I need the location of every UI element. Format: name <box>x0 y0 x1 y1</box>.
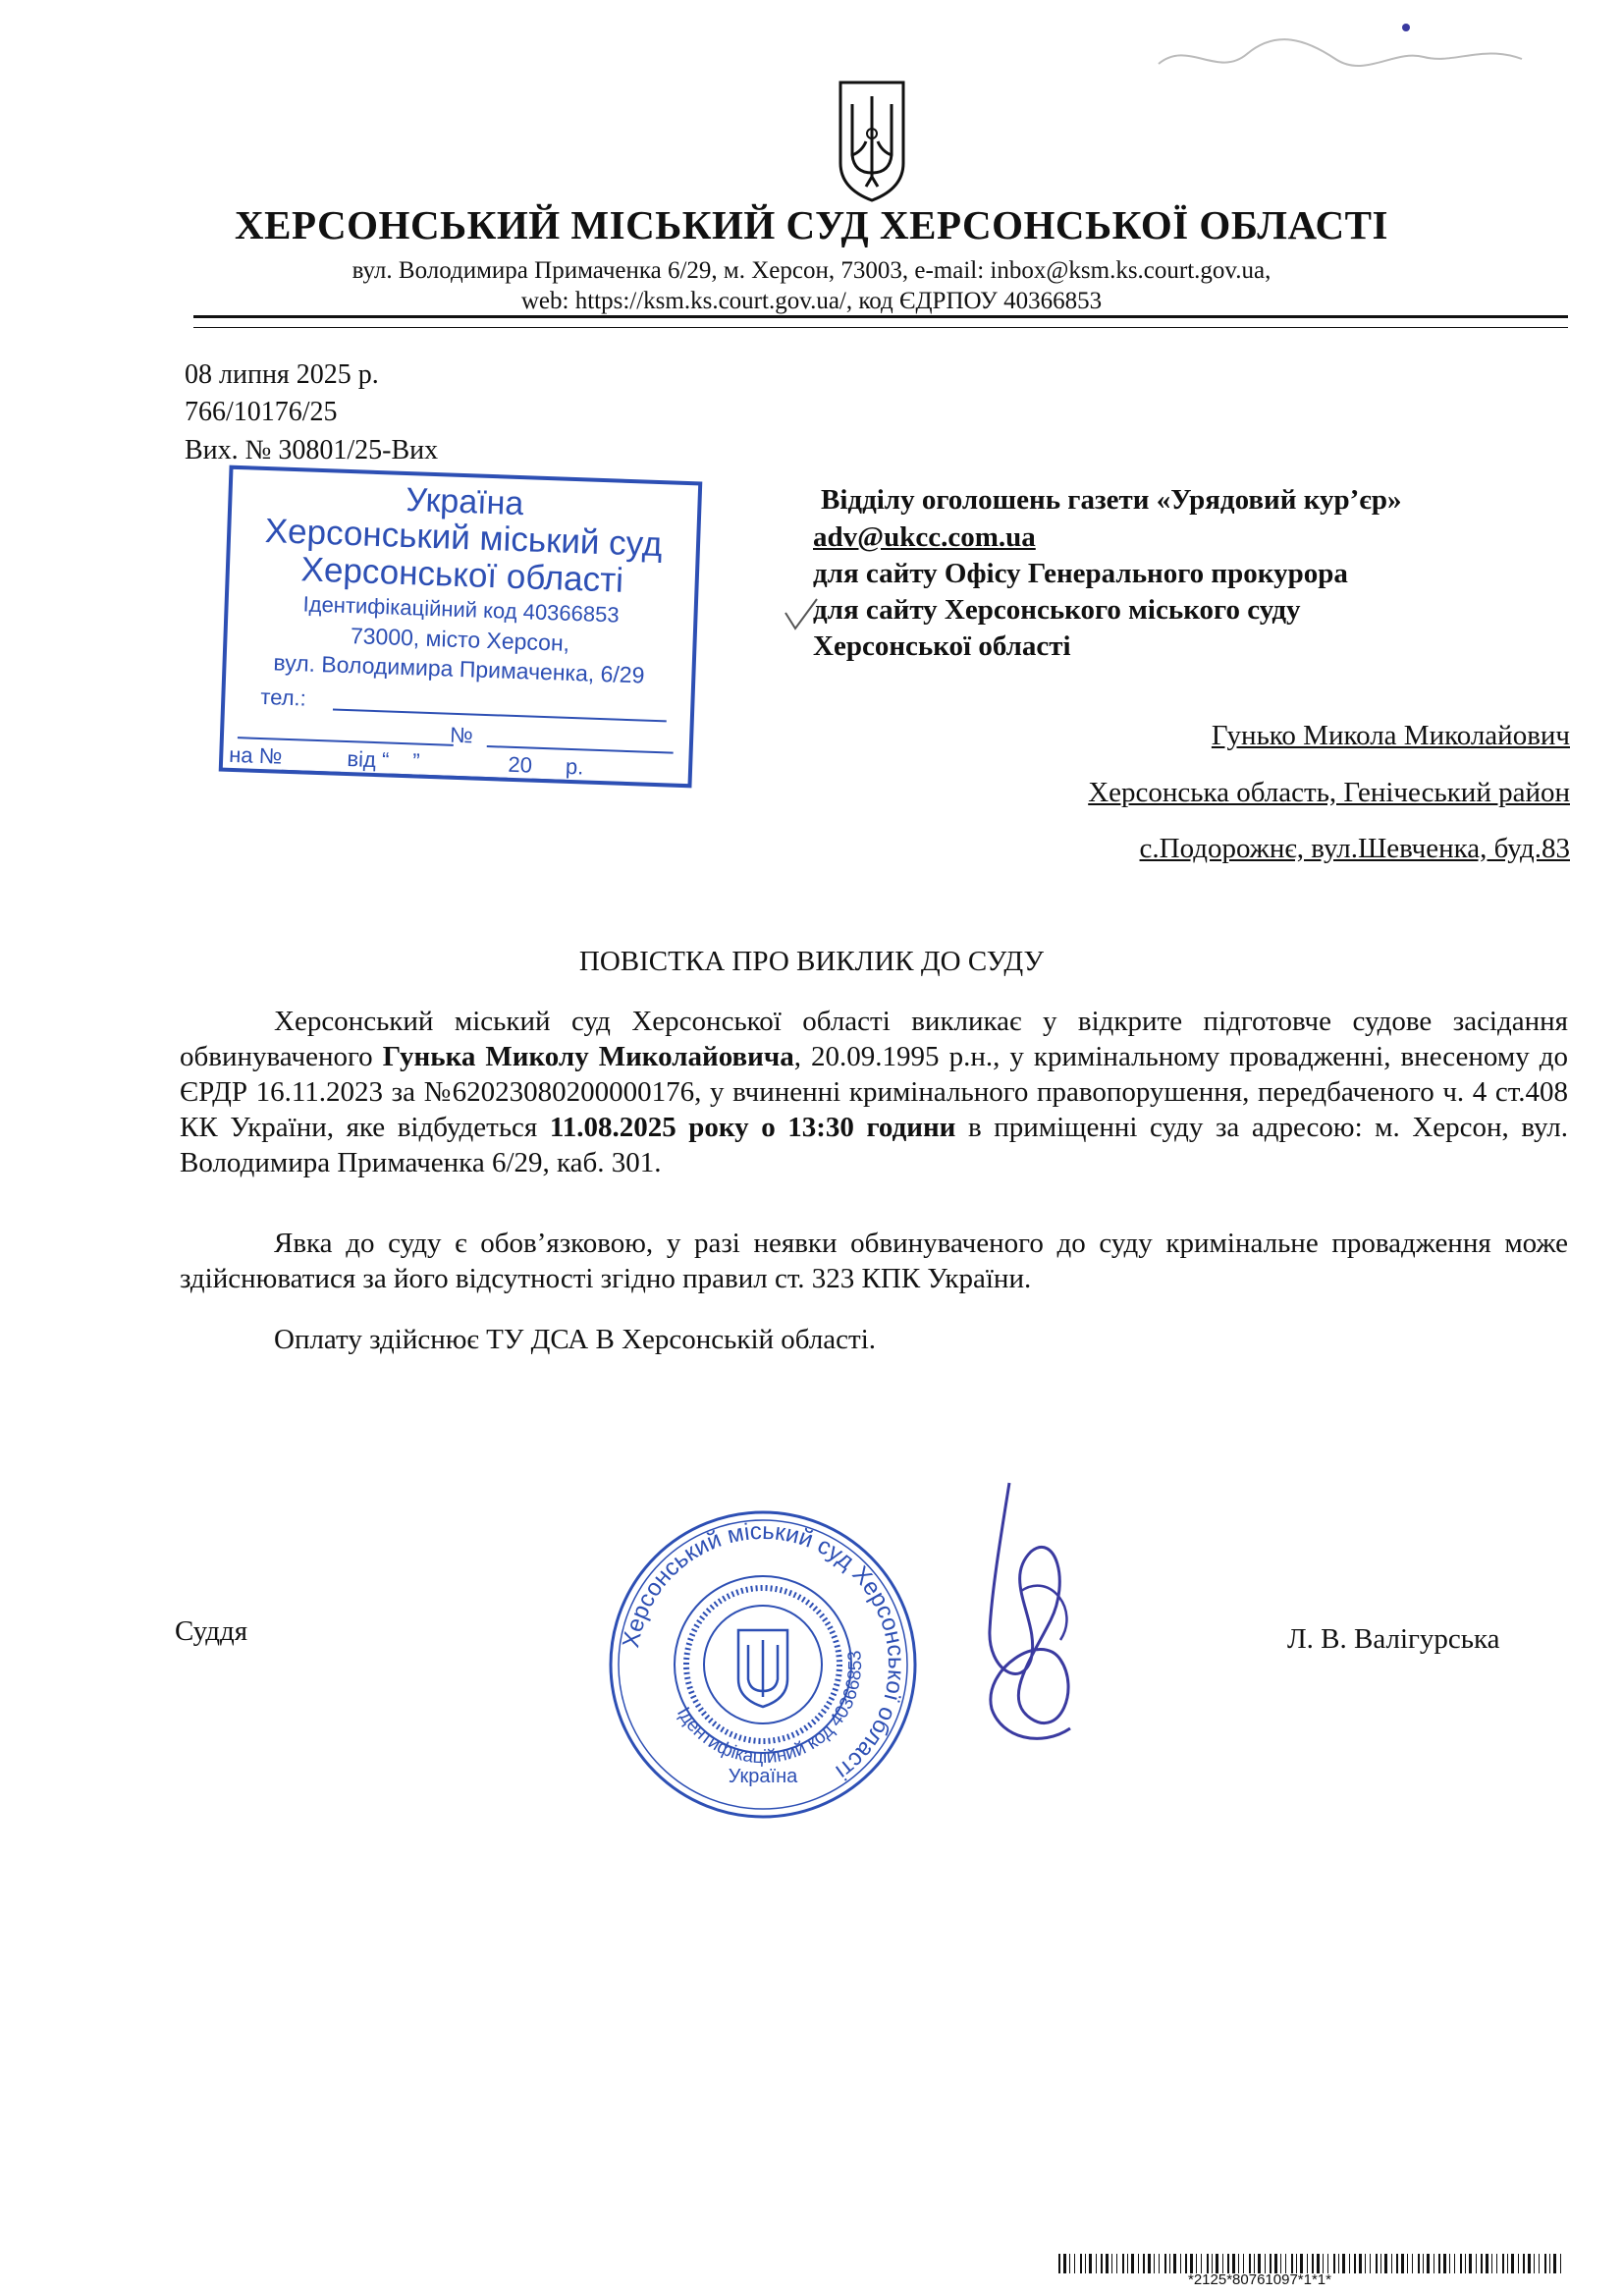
summons-text-a: Херсонський міський суд Херсонської області викликає у відкрите підготовче судове засідання обвинуваченого <box>180 1006 1568 1072</box>
header-divider-thick <box>193 315 1568 318</box>
recipient-region: Херсонська область, Генічеський район <box>1088 777 1570 808</box>
addressee-prosecutor: для сайту Офісу Генерального прокурора <box>813 558 1348 589</box>
document-title: ПОВІСТКА ПРО ВИКЛИК ДО СУДУ <box>578 946 1045 977</box>
stamp-city: 73000, місто Херсон, <box>350 623 570 656</box>
stamp-region: Херсонської області <box>300 550 624 600</box>
stamp-ref-no: на № <box>228 741 283 769</box>
stamp-tel-line <box>333 709 667 723</box>
header-divider-thin <box>193 327 1568 328</box>
stamp-country: Україна <box>405 480 525 523</box>
stamp-ref-r: р. <box>565 753 584 780</box>
judge-role: Суддя <box>175 1615 248 1647</box>
seal-bottom-text: Україна <box>728 1766 798 1787</box>
summons-text-c: в приміщенні суду за адресою: м. Херсон, вул. Володимира Примаченка 6/29, каб. 301. <box>180 1112 1568 1178</box>
summons-text-b: , 20.09.1995 р.н., у кримінальному провадженні, внесеному до ЄРДР 16.11.2023 за №62023080200000176, у вчиненні кримінального правопорушення, передбаченого ч. 4 ст.408 КК України, яке відбудеться <box>180 1041 1569 1143</box>
seal-outer-text: Херсонський міський суд Херсонської області <box>618 1517 910 1785</box>
payment-paragraph <box>180 1322 1568 1357</box>
court-web: web: https://ksm.ks.court.gov.ua/, код ЄДРПОУ 40366853 <box>520 288 1103 314</box>
stamp-street: вул. Володимира Примаченка, 6/29 <box>273 649 645 688</box>
court-seal <box>601 1503 925 1827</box>
judge-signature <box>962 1473 1109 1768</box>
recipient-street: с.Подорожнє, вул.Шевченка, буд.83 <box>1139 833 1570 864</box>
barcode-number: *2125*80761097*1*1* <box>1188 2271 1331 2288</box>
registration-stamp <box>219 465 703 789</box>
judge-name: Л. В. Валігурська <box>1287 1623 1500 1655</box>
attendance-text: Явка до суду є обов’язковою, у разі неявки обвинуваченого до суду кримінальне провадження може здійснюватися за його відсутності згідно правил ст. 323 КПК України. <box>180 1228 1568 1294</box>
addressee-court-site: для сайту Херсонського міського суду <box>813 594 1301 626</box>
addressee-email: adv@ukcc.com.ua <box>813 521 1036 553</box>
stamp-tel-label: тел.: <box>259 683 307 711</box>
seal-inner-text: Ідентифікаційний код 40366853 <box>672 1649 867 1769</box>
recipient-name: Гунько Микола Миколайович <box>1211 720 1570 751</box>
coat-of-arms-icon <box>837 79 907 204</box>
addressee-court-region: Херсонської області <box>813 630 1071 662</box>
handwritten-scribble <box>1149 20 1532 88</box>
barcode <box>1058 2254 1564 2273</box>
court-name: ХЕРСОНСЬКИЙ МІСЬКИЙ СУД ХЕРСОНСЬКОЇ ОБЛАСТІ <box>235 202 1388 247</box>
document-date: 08 липня 2025 р. <box>185 359 379 390</box>
case-number: 766/10176/25 <box>185 397 338 427</box>
addressee-newspaper: Відділу оголошень газети «Урядовий кур’єр» <box>821 484 1402 516</box>
stamp-ref-quote: ” <box>411 748 421 774</box>
stamp-ref-from: від “ <box>347 746 390 773</box>
payment-text: Оплату здійснює ТУ ДСА В Херсонській області. <box>274 1324 877 1355</box>
attendance-paragraph <box>180 1226 1568 1296</box>
stamp-ref-year: 20 <box>508 751 533 778</box>
court-address: вул. Володимира Примаченка 6/29, м. Херсон, 73003, e-mail: inbox@ksm.ks.court.gov.ua, <box>352 257 1271 284</box>
summons-paragraph <box>180 1004 1568 1180</box>
stamp-number-label: № <box>449 722 474 748</box>
stamp-court: Херсонський міський суд <box>264 512 664 565</box>
outgoing-number: Вих. № 30801/25-Вих <box>185 435 439 465</box>
defendant-name: Гунька Миколу Миколайовича <box>382 1041 794 1072</box>
hearing-datetime: 11.08.2025 року о 13:30 години <box>549 1112 956 1143</box>
stamp-id-code: Ідентифікаційний код 40366853 <box>302 591 620 628</box>
